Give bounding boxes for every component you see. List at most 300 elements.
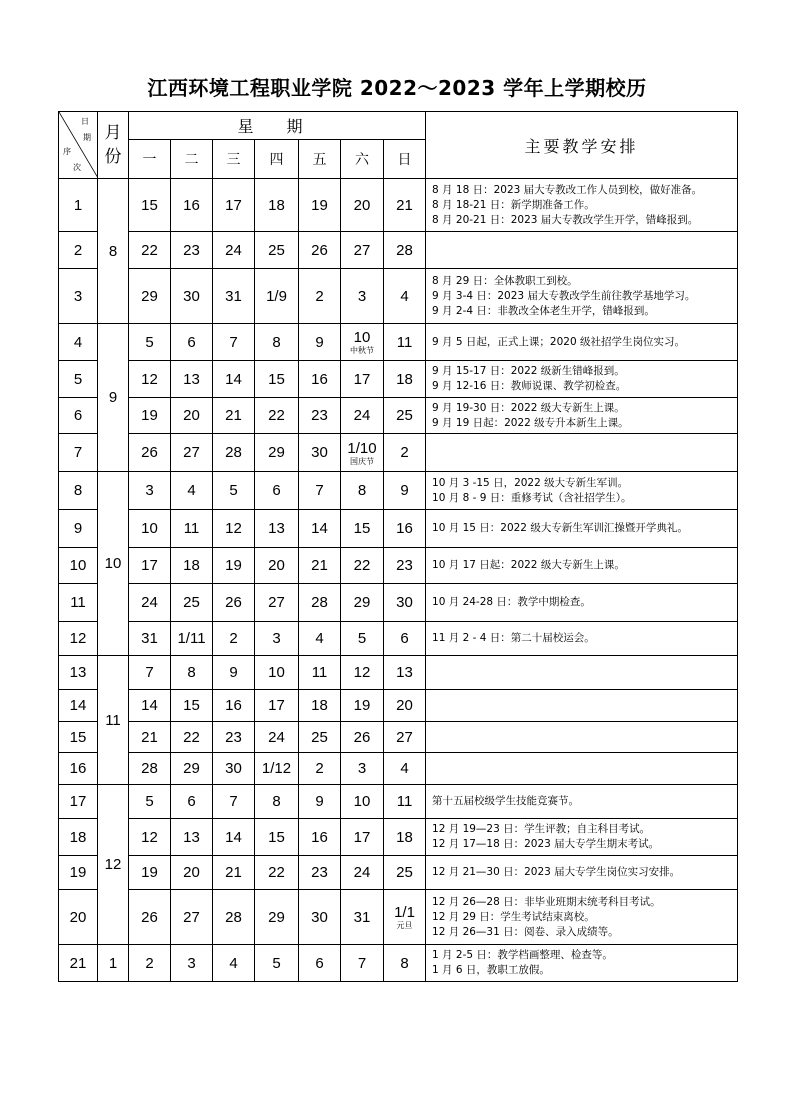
day-number: 31 [353,908,371,926]
calendar-body [59,179,738,982]
day-number: 11 [396,333,413,351]
day-number: 5 [357,630,367,647]
arrangement-line: 8 月 29 日：全体教职工到校。 [432,274,578,287]
day-cell [299,753,341,785]
day-cell [384,472,426,510]
day-cell [171,324,213,361]
day-cell [255,361,299,398]
arrangement-line: 第十五届校级学生技能竞赛节。 [432,795,580,807]
arrangement-line: 10 月 24-28 日：教学中期检查。 [432,596,591,608]
day-number: 27 [183,908,200,926]
day-number: 30 [311,908,328,926]
day-number: 20 [268,557,285,574]
day-number: 29 [268,908,285,926]
day-cell [171,890,213,945]
day-cell [384,269,426,324]
day-number: 21 [225,864,242,881]
arrangement-line: 9 月 19-30 日：2022 级大专新生上课。 [432,401,625,414]
day-number: 2 [315,287,324,305]
month-cell: 12 [98,785,129,945]
day-cell [384,398,426,434]
day-number: 17 [141,557,158,574]
day-number: 14 [225,828,242,846]
day-cell [384,361,426,398]
day-number: 27 [268,594,285,611]
day-cell [341,622,384,656]
day-number: 10 [141,520,158,537]
corner-label-seq-a: 序 [63,147,71,156]
arrangement-cell [426,269,738,324]
day-number: 23 [396,557,413,574]
day-cell [341,269,384,324]
main-arrangement-header: 主要教学安排 [426,112,738,179]
day-number: 17 [353,370,371,388]
week-number-cell: 8 [59,472,98,510]
day-cell [213,548,255,584]
week-row [59,753,738,785]
week-group-header: 星 期 [129,112,426,140]
day-cell [299,890,341,945]
arrangement-line: 10 月 17 日起：2022 级大专新生上课。 [432,559,625,571]
day-number: 12 [225,520,242,537]
day-number: 4 [187,482,196,499]
day-cell [255,945,299,982]
day-number: 3 [187,954,196,972]
arrangement-line: 9 月 15-17 日：2022 级新生错峰报到。 [432,365,625,377]
day-number: 15 [183,697,200,714]
day-cell [171,945,213,982]
day-number: 21 [311,557,328,574]
week-row [59,472,738,510]
day-number: 27 [396,728,413,746]
day-number: 22 [268,864,285,881]
day-number: 7 [145,664,154,681]
day-number: 9 [315,333,324,351]
day-cell [299,324,341,361]
day-cell [255,179,299,232]
day-cell [255,472,299,510]
day-cell [213,232,255,269]
week-row [59,722,738,753]
arrangement-line: 8 月 18 日：2023 届大专教改工作人员到校，做好准备。 [432,183,703,196]
day-number: 2 [400,444,409,461]
day-number: 1/10 [347,439,377,457]
day-cell [129,179,171,232]
week-row [59,269,738,324]
day-number: 27 [183,444,200,461]
arrangement-cell [426,179,738,232]
day-cell [129,856,171,890]
page-title: 江西环境工程职业学院 2022～2023 学年上学期校历 [147,76,647,100]
arrangement-cell [426,548,738,584]
arrangement-cell [426,722,738,753]
day-cell [384,584,426,622]
week-row [59,361,738,398]
day-cell [299,434,341,472]
day-cell [299,622,341,656]
calendar-table [58,111,738,982]
day-number: 2 [145,954,154,972]
day-cell [255,548,299,584]
day-number: 2 [229,630,238,647]
day-number: 25 [311,728,328,746]
week-row [59,690,738,722]
day-number: 24 [268,728,285,746]
day-cell [129,398,171,434]
arrangement-line: 9 月 3-4 日：2023 届大专教改学生前往教学基地学习。 [432,289,696,302]
arrangement-line: 12 月 17—18 日：2023 届大专学生期末考试。 [432,838,660,850]
day-cell [171,548,213,584]
day-cell [341,584,384,622]
day-cell [255,890,299,945]
day-cell [171,722,213,753]
arrangement-cell [426,753,738,785]
day-cell [255,722,299,753]
day-number: 12 [141,370,158,388]
week-number-cell: 1 [59,179,98,232]
day-number: 26 [141,444,158,461]
day-number: 5 [145,793,154,810]
day-cell [213,361,255,398]
day-cell [255,656,299,690]
arrangement-cell [426,434,738,472]
day-number: 17 [353,828,371,846]
day-number: 28 [225,444,242,461]
day-number: 30 [396,594,413,611]
day-cell [299,398,341,434]
day-cell [213,472,255,510]
day-number: 16 [183,196,200,214]
day-number: 26 [353,728,371,746]
day-cell [213,324,255,361]
arrangement-line: 12 月 26—28 日：非毕业班期末统考科目考试。 [432,895,661,908]
week-row [59,434,738,472]
day-cell [255,510,299,548]
day-number: 23 [225,728,242,746]
month-cell: 1 [98,945,129,982]
day-cell [255,584,299,622]
day-cell [341,324,384,361]
arrangement-cell [426,656,738,690]
day-cell [129,361,171,398]
day-number: 19 [353,697,371,714]
day-header-wed: 三 [213,140,255,179]
day-cell [129,945,171,982]
day-number: 5 [272,954,281,972]
day-number: 3 [357,287,367,305]
day-cell [213,434,255,472]
arrangement-cell [426,398,738,434]
arrangement-line: 12 月 21—30 日：2023 届大专学生岗位实习安排。 [432,866,681,878]
day-number: 14 [141,697,158,714]
week-number-cell: 4 [59,324,98,361]
day-number: 3 [357,760,367,777]
day-cell [341,548,384,584]
day-number: 19 [311,196,328,214]
day-number: 22 [353,557,371,574]
day-number: 6 [272,482,281,499]
day-number: 8 [272,333,281,351]
arrangement-cell [426,819,738,856]
day-number: 24 [353,864,371,881]
day-cell [255,819,299,856]
day-cell [171,785,213,819]
day-cell [213,398,255,434]
day-number: 24 [141,594,158,611]
day-cell [384,722,426,753]
day-cell [129,690,171,722]
day-cell [384,819,426,856]
day-number: 16 [311,828,328,846]
day-cell [299,472,341,510]
day-cell [341,472,384,510]
day-cell [171,434,213,472]
week-number-cell: 15 [59,722,98,753]
day-number: 23 [311,864,328,881]
day-number: 4 [229,954,238,972]
week-number-cell: 12 [59,622,98,656]
day-cell [299,785,341,819]
day-cell [384,548,426,584]
day-number: 25 [396,407,413,424]
arrangement-line: 10 月 3 -15 日，2022 级大专新生军训。 [432,476,629,489]
day-number: 26 [225,594,242,611]
arrangement-line: 10 月 8 - 9 日：重修考试（含社招学生）。 [432,491,632,504]
day-number: 23 [311,407,328,424]
day-number: 28 [396,241,413,259]
day-number: 18 [268,196,285,214]
day-cell [341,232,384,269]
day-cell [255,269,299,324]
arrangement-cell [426,324,738,361]
day-number: 10 [353,793,371,810]
day-number: 4 [315,630,324,647]
day-number: 10 [353,329,371,346]
week-row [59,584,738,622]
day-number: 25 [183,594,200,611]
day-cell [341,819,384,856]
day-cell [341,361,384,398]
week-number-cell: 21 [59,945,98,982]
day-number: 18 [311,697,328,714]
day-cell [129,232,171,269]
day-cell [384,622,426,656]
day-cell [171,269,213,324]
day-cell [384,656,426,690]
day-number: 22 [141,241,158,259]
day-number: 24 [225,241,242,259]
arrangement-line: 12 月 29 日：学生考试结束离校。 [432,910,595,923]
week-row [59,398,738,434]
month-cell: 11 [98,656,129,785]
day-cell [213,753,255,785]
day-cell [171,856,213,890]
month-cell: 8 [98,179,129,324]
arrangement-line: 12 月 19—23 日：学生评教；自主科目考试。 [432,823,651,835]
day-number: 31 [141,630,158,647]
day-number: 27 [353,241,371,259]
corner-label-seq-b: 次 [73,163,81,172]
day-number: 7 [357,954,367,972]
day-cell [341,753,384,785]
day-number: 25 [268,241,285,259]
day-number: 1/12 [261,760,292,777]
day-cell [299,819,341,856]
day-cell [384,179,426,232]
day-cell [129,722,171,753]
day-number: 19 [225,557,242,574]
day-number: 15 [268,828,285,846]
day-number: 6 [187,793,196,810]
day-number: 2 [315,760,324,777]
day-number: 16 [396,520,413,537]
day-number: 15 [268,370,285,388]
day-cell [341,856,384,890]
day-cell [299,179,341,232]
day-number: 17 [225,196,242,214]
arrangement-cell [426,232,738,269]
day-number: 16 [311,370,328,388]
day-cell [171,232,213,269]
arrangement-line: 9 月 2-4 日：非教改全体老生开学，错峰报到。 [432,304,655,317]
arrangement-line: 12 月 26—31 日：阅卷、录入成绩等。 [432,925,619,938]
day-number: 8 [187,664,196,681]
arrangement-cell [426,361,738,398]
day-number: 1/1 [394,904,415,921]
day-cell [129,656,171,690]
arrangement-cell [426,622,738,656]
day-cell [129,510,171,548]
day-number: 20 [183,864,200,881]
arrangement-cell [426,584,738,622]
day-number: 3 [272,630,281,647]
day-cell [213,179,255,232]
day-number: 31 [225,287,242,305]
day-cell [213,722,255,753]
day-cell [171,179,213,232]
holiday-label: 元旦 [396,921,413,930]
day-number: 12 [141,828,158,846]
week-number-cell: 7 [59,434,98,472]
week-row [59,890,738,945]
day-cell [384,434,426,472]
week-number-cell: 3 [59,269,98,324]
corner-header-cell [59,112,98,179]
arrangement-line: 1 月 6 日，教职工放假。 [432,964,550,976]
day-cell [384,510,426,548]
day-cell [129,324,171,361]
day-cell [299,690,341,722]
arrangement-line: 9 月 19 日起：2022 级专升本新生上课。 [432,416,629,429]
day-cell [299,548,341,584]
day-number: 11 [396,793,413,810]
day-cell [129,548,171,584]
day-cell [171,753,213,785]
day-number: 29 [353,594,371,611]
day-number: 29 [268,444,285,461]
day-number: 14 [311,520,328,537]
day-number: 1/9 [266,287,287,305]
day-cell [384,785,426,819]
arrangement-line: 11 月 2 - 4 日：第二十届校运会。 [432,632,595,644]
day-cell [255,753,299,785]
day-number: 9 [229,664,238,681]
week-row [59,548,738,584]
day-header-sun: 日 [384,140,426,179]
day-number: 7 [315,482,324,499]
day-cell [129,269,171,324]
day-cell [341,722,384,753]
day-cell [171,584,213,622]
day-cell [384,232,426,269]
day-cell [213,690,255,722]
day-cell [129,785,171,819]
day-header-thu: 四 [255,140,299,179]
month-cell: 9 [98,324,129,472]
week-number-cell: 13 [59,656,98,690]
day-number: 22 [268,407,285,424]
day-number: 20 [353,196,371,214]
day-cell [299,722,341,753]
day-cell [299,584,341,622]
day-number: 8 [357,482,367,499]
week-row [59,945,738,982]
day-cell [255,398,299,434]
week-row [59,785,738,819]
day-number: 14 [225,370,242,388]
day-cell [171,819,213,856]
day-cell [171,361,213,398]
week-row [59,622,738,656]
day-cell [341,510,384,548]
day-number: 16 [225,697,242,714]
day-cell [129,890,171,945]
day-number: 21 [225,407,242,424]
week-number-cell: 20 [59,890,98,945]
day-number: 17 [268,697,285,714]
arrangement-cell [426,510,738,548]
arrangement-line: 9 月 5 日起，正式上课；2020 级社招学生岗位实习。 [432,335,685,348]
day-cell [255,434,299,472]
month-cell: 10 [98,472,129,656]
week-row [59,656,738,690]
day-cell [255,856,299,890]
day-cell [299,510,341,548]
day-cell [213,785,255,819]
day-number: 18 [396,828,413,846]
arrangement-line: 10 月 15 日：2022 级大专新生军训汇操暨开学典礼。 [432,522,688,534]
week-row [59,179,738,232]
day-cell [299,656,341,690]
day-cell [255,324,299,361]
day-cell [384,890,426,945]
arrangement-line: 8 月 20-21 日：2023 届大专教改学生开学，错峰报到。 [432,213,699,226]
corner-label-date-b: 期 [83,133,91,142]
week-number-cell: 10 [59,548,98,584]
arrangement-line: 9 月 12-16 日：教师说课、教学初检查。 [432,380,627,392]
day-header-sat: 六 [341,140,384,179]
day-cell [341,890,384,945]
day-cell [341,656,384,690]
day-cell [213,819,255,856]
day-number: 15 [353,520,371,537]
day-number: 1/11 [177,630,206,647]
day-cell [341,179,384,232]
day-number: 28 [225,908,242,926]
day-cell [171,472,213,510]
day-cell [213,584,255,622]
day-number: 11 [183,520,200,537]
